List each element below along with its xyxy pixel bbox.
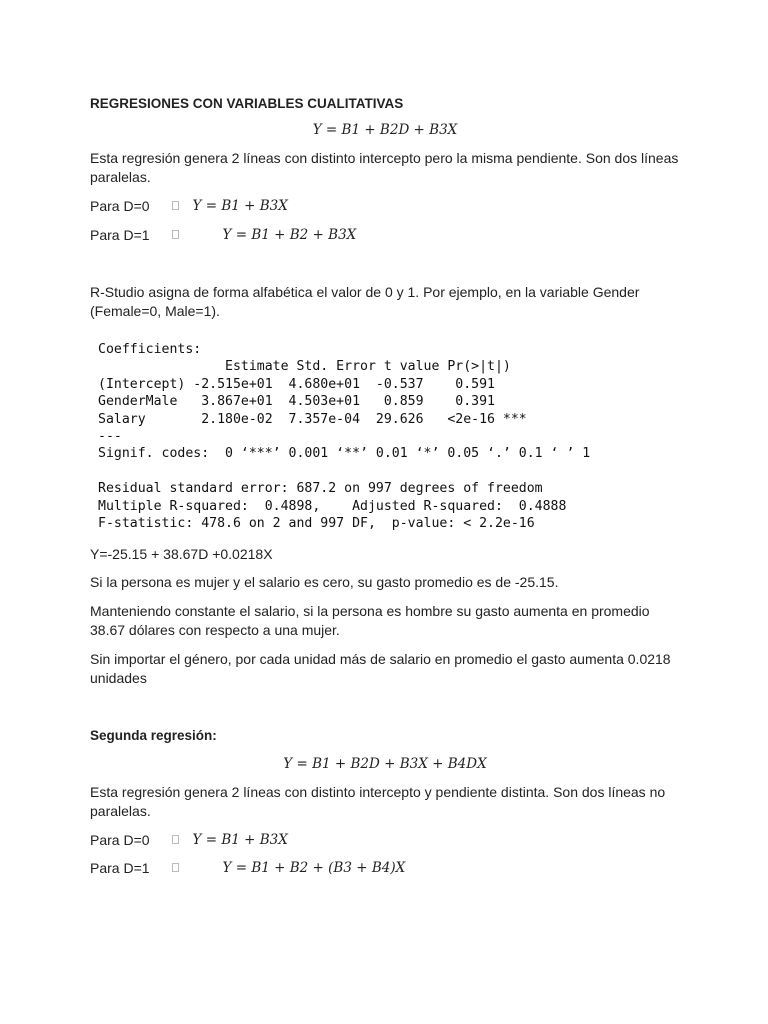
r-output-line: Salary 2.180e-02 7.357e-04 29.626 <2e-16 ***	[98, 411, 527, 427]
section2-title: Segunda regresión:	[90, 728, 217, 743]
encoding-note: R-Studio asigna de forma alfabética el valor de 0 y 1. Por ejemplo, en la variable Gender (Female=0, Male=1).	[90, 284, 640, 319]
case2-d0-equation: Y = B1 + B3X	[192, 832, 288, 848]
model-equation: Y = B1 + B2D + B3X	[312, 122, 458, 138]
r-output-line: (Intercept) -2.515e+01 4.680e+01 -0.537 0.591	[98, 376, 495, 392]
placeholder-box-icon	[172, 863, 179, 872]
r-output-line: Signif. codes: 0 ‘***’ 0.001 ‘**’ 0.01 ‘*’ 0.05 ‘.’ 0.1 ‘ ’ 1	[98, 446, 591, 462]
case2-d0-row	[90, 831, 680, 850]
case-d1-row	[90, 226, 680, 245]
r-output-line: GenderMale 3.867e+01 4.503e+01 0.859 0.391	[98, 394, 495, 410]
case-d0-row	[90, 197, 680, 216]
interpretation-gender: Manteniendo constante el salario, si la persona es hombre su gasto aumenta en promedio 38.67 dólares con respecto a una mujer.	[90, 603, 650, 638]
r-regression-output	[98, 341, 590, 532]
model-description: Esta regresión genera 2 líneas con distinto intercepto pero la misma pendiente. Son dos líneas paralelas.	[90, 150, 679, 185]
r-output-line: Coefficients:	[98, 342, 202, 357]
case-d0-label: Para D=0	[90, 198, 150, 214]
model2-description: Esta regresión genera 2 líneas con distinto intercepto y pendiente distinta. Son dos líneas no paralelas.	[90, 784, 666, 819]
r-output-line: Estimate Std. Error t value Pr(>|t|)	[98, 359, 511, 375]
case2-d1-row	[90, 859, 680, 878]
case-d1-equation: Y = B1 + B2 + B3X	[222, 227, 357, 243]
case2-d1-label: Para D=1	[90, 860, 150, 876]
interpretation-intercept: Si la persona es mujer y el salario es cero, su gasto promedio es de -25.15.	[90, 574, 559, 590]
r-output-line: Residual standard error: 687.2 on 997 degrees of freedom	[98, 481, 543, 497]
fitted-equation: Y=-25.15 + 38.67D +0.0218X	[90, 546, 273, 562]
placeholder-box-icon	[172, 230, 179, 239]
r-output-line: Multiple R-squared: 0.4898, Adjusted R-squared: 0.4888	[98, 498, 567, 514]
case2-d0-label: Para D=0	[90, 832, 150, 848]
case2-d1-equation: Y = B1 + B2 + (B3 + B4)X	[222, 860, 406, 876]
placeholder-box-icon	[172, 835, 179, 844]
section-title: REGRESIONES CON VARIABLES CUALITATIVAS	[90, 96, 404, 111]
placeholder-box-icon	[172, 201, 179, 210]
case-d0-equation: Y = B1 + B3X	[192, 198, 288, 214]
model2-equation: Y = B1 + B2D + B3X + B4DX	[283, 756, 487, 772]
r-output-line: ---	[98, 429, 122, 445]
case-d1-label: Para D=1	[90, 227, 150, 243]
interpretation-salary: Sin importar el género, por cada unidad más de salario en promedio el gasto aumenta 0.0218 unidades	[90, 651, 671, 686]
r-output-line: F-statistic: 478.6 on 2 and 997 DF, p-value: < 2.2e-16	[98, 516, 535, 532]
